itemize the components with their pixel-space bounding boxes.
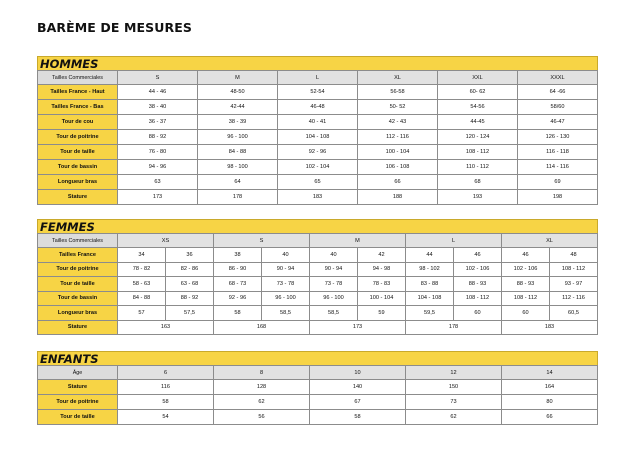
table-cell: 64 -66 xyxy=(518,85,598,100)
hommes-heading: HOMMES xyxy=(37,56,598,70)
table-row xyxy=(38,175,598,190)
table-cell: 104 - 108 xyxy=(406,291,454,306)
table-cell: 78 - 83 xyxy=(358,277,406,292)
table-row xyxy=(38,395,598,410)
table-cell: 65 xyxy=(278,175,358,190)
table-cell: 67 xyxy=(310,395,406,410)
table-row xyxy=(38,380,598,395)
table-cell: 88 - 92 xyxy=(166,291,214,306)
femmes-heading: FEMMES xyxy=(37,219,598,233)
table-row xyxy=(38,320,598,334)
table-cell: 108 - 112 xyxy=(550,262,598,277)
table-cell: 98 - 102 xyxy=(406,262,454,277)
table-cell: 102 - 106 xyxy=(502,262,550,277)
table-cell: 93 - 97 xyxy=(550,277,598,292)
table-cell: 84 - 88 xyxy=(198,145,278,160)
table-cell: 42 xyxy=(358,248,406,263)
table-cell: 88 - 93 xyxy=(454,277,502,292)
table-cell: 88 - 93 xyxy=(502,277,550,292)
table-cell: 76 - 80 xyxy=(118,145,198,160)
table-cell: 54 xyxy=(118,410,214,425)
table-cell: 173 xyxy=(118,190,198,205)
table-cell: 48-50 xyxy=(198,85,278,100)
table-cell: 58 - 63 xyxy=(118,277,166,292)
table-cell: 178 xyxy=(198,190,278,205)
table-cell: 86 - 90 xyxy=(214,262,262,277)
table-cell: 104 - 108 xyxy=(278,130,358,145)
table-cell: 73 xyxy=(406,395,502,410)
table-cell: 198 xyxy=(518,190,598,205)
table-cell: 88 - 92 xyxy=(118,130,198,145)
table-cell: 96 - 100 xyxy=(310,291,358,306)
enfants-section xyxy=(37,351,598,425)
table-cell: 96 - 100 xyxy=(262,291,310,306)
table-cell: 34 xyxy=(118,248,166,263)
header-label: Tailles Commerciales xyxy=(38,71,118,85)
table-cell: 46-48 xyxy=(278,100,358,115)
size-header: XXL xyxy=(438,71,518,85)
table-cell: 66 xyxy=(358,175,438,190)
table-cell: 94 - 96 xyxy=(118,160,198,175)
table-cell: 42-44 xyxy=(198,100,278,115)
table-cell: 62 xyxy=(406,410,502,425)
table-cell: 56-58 xyxy=(358,85,438,100)
table-cell: 116 xyxy=(118,380,214,395)
size-header: S xyxy=(214,234,310,248)
table-cell: 58 xyxy=(310,410,406,425)
table-cell: 50- 52 xyxy=(358,100,438,115)
size-header: 12 xyxy=(406,366,502,380)
table-cell: 68 - 73 xyxy=(214,277,262,292)
table-cell: 59,5 xyxy=(406,306,454,321)
table-cell: 150 xyxy=(406,380,502,395)
table-cell: 58 xyxy=(214,306,262,321)
table-cell: 163 xyxy=(118,320,214,334)
table-cell: 73 - 78 xyxy=(262,277,310,292)
table-cell: 84 - 88 xyxy=(118,291,166,306)
row-label: Tour de taille xyxy=(38,145,118,160)
enfants-table xyxy=(37,365,598,425)
table-cell: 110 - 112 xyxy=(438,160,518,175)
table-cell: 63 - 68 xyxy=(166,277,214,292)
row-label: Stature xyxy=(38,320,118,334)
table-header-row xyxy=(38,366,598,380)
table-row xyxy=(38,410,598,425)
row-label: Tour de poitrine xyxy=(38,262,118,277)
table-cell: 90 - 94 xyxy=(310,262,358,277)
table-cell: 57 xyxy=(118,306,166,321)
table-cell: 100 - 104 xyxy=(358,291,406,306)
table-cell: 126 - 130 xyxy=(518,130,598,145)
table-cell: 68 xyxy=(438,175,518,190)
table-cell: 193 xyxy=(438,190,518,205)
table-cell: 80 xyxy=(502,395,598,410)
table-row xyxy=(38,277,598,292)
table-cell: 44-45 xyxy=(438,115,518,130)
table-cell: 64 xyxy=(198,175,278,190)
size-header: 14 xyxy=(502,366,598,380)
table-cell: 183 xyxy=(502,320,598,334)
size-header: XL xyxy=(502,234,598,248)
table-cell: 36 xyxy=(166,248,214,263)
femmes-section xyxy=(37,219,598,335)
size-header: 10 xyxy=(310,366,406,380)
header-label: Tailles Commerciales xyxy=(38,234,118,248)
table-cell: 168 xyxy=(214,320,310,334)
table-cell: 173 xyxy=(310,320,406,334)
table-row xyxy=(38,145,598,160)
table-cell: 40 xyxy=(262,248,310,263)
table-cell: 62 xyxy=(214,395,310,410)
table-cell: 54-56 xyxy=(438,100,518,115)
table-cell: 73 - 78 xyxy=(310,277,358,292)
table-cell: 98 - 100 xyxy=(198,160,278,175)
row-label: Longueur bras xyxy=(38,306,118,321)
table-cell: 38 - 39 xyxy=(198,115,278,130)
table-cell: 60 xyxy=(502,306,550,321)
table-row xyxy=(38,190,598,205)
table-row xyxy=(38,85,598,100)
table-cell: 58 xyxy=(118,395,214,410)
table-cell: 46 xyxy=(454,248,502,263)
size-header: XL xyxy=(358,71,438,85)
table-row xyxy=(38,262,598,277)
table-cell: 60 xyxy=(454,306,502,321)
table-cell: 114 - 116 xyxy=(518,160,598,175)
table-cell: 120 - 124 xyxy=(438,130,518,145)
table-cell: 128 xyxy=(214,380,310,395)
table-cell: 69 xyxy=(518,175,598,190)
table-cell: 57,5 xyxy=(166,306,214,321)
row-label: Tour de taille xyxy=(38,410,118,425)
row-label: Tour de taille xyxy=(38,277,118,292)
table-cell: 63 xyxy=(118,175,198,190)
table-cell: 164 xyxy=(502,380,598,395)
size-header: M xyxy=(310,234,406,248)
table-cell: 116 - 118 xyxy=(518,145,598,160)
row-label: Stature xyxy=(38,380,118,395)
table-cell: 66 xyxy=(502,410,598,425)
table-cell: 59 xyxy=(358,306,406,321)
table-cell: 60,5 xyxy=(550,306,598,321)
table-cell: 106 - 108 xyxy=(358,160,438,175)
table-cell: 42 - 43 xyxy=(358,115,438,130)
table-cell: 58,5 xyxy=(262,306,310,321)
table-row xyxy=(38,160,598,175)
table-cell: 56 xyxy=(214,410,310,425)
size-header: XXXL xyxy=(518,71,598,85)
table-cell: 44 - 46 xyxy=(118,85,198,100)
size-header: M xyxy=(198,71,278,85)
table-cell: 188 xyxy=(358,190,438,205)
row-label: Longueur bras xyxy=(38,175,118,190)
table-cell: 112 - 116 xyxy=(550,291,598,306)
table-cell: 46-47 xyxy=(518,115,598,130)
hommes-table xyxy=(37,70,598,205)
table-cell: 60- 62 xyxy=(438,85,518,100)
table-cell: 108 - 112 xyxy=(454,291,502,306)
table-cell: 36 - 37 xyxy=(118,115,198,130)
table-cell: 100 - 104 xyxy=(358,145,438,160)
table-cell: 108 - 112 xyxy=(438,145,518,160)
row-label: Tour de bassin xyxy=(38,160,118,175)
table-row xyxy=(38,306,598,321)
table-cell: 58,5 xyxy=(310,306,358,321)
table-cell: 183 xyxy=(278,190,358,205)
table-cell: 48 xyxy=(550,248,598,263)
table-row xyxy=(38,291,598,306)
row-label: Stature xyxy=(38,190,118,205)
table-cell: 44 xyxy=(406,248,454,263)
table-cell: 82 - 86 xyxy=(166,262,214,277)
row-label: Tour de cou xyxy=(38,115,118,130)
table-row xyxy=(38,115,598,130)
table-cell: 78 - 82 xyxy=(118,262,166,277)
table-header-row xyxy=(38,234,598,248)
table-row xyxy=(38,248,598,263)
table-header-row xyxy=(38,71,598,85)
table-cell: 178 xyxy=(406,320,502,334)
table-cell: 92 - 96 xyxy=(278,145,358,160)
enfants-heading: ENFANTS xyxy=(37,351,598,365)
size-header: S xyxy=(118,71,198,85)
table-cell: 46 xyxy=(502,248,550,263)
femmes-table xyxy=(37,233,598,335)
table-cell: 58/60 xyxy=(518,100,598,115)
table-cell: 94 - 98 xyxy=(358,262,406,277)
table-cell: 38 xyxy=(214,248,262,263)
table-cell: 92 - 96 xyxy=(214,291,262,306)
size-header: 8 xyxy=(214,366,310,380)
table-cell: 52-54 xyxy=(278,85,358,100)
table-cell: 102 - 104 xyxy=(278,160,358,175)
row-label: Tour de bassin xyxy=(38,291,118,306)
size-header: 6 xyxy=(118,366,214,380)
row-label: Tailles France - Bas xyxy=(38,100,118,115)
size-header: L xyxy=(406,234,502,248)
header-label: Âge xyxy=(38,366,118,380)
size-header: XS xyxy=(118,234,214,248)
row-label: Tailles France xyxy=(38,248,118,263)
table-cell: 40 - 41 xyxy=(278,115,358,130)
hommes-section xyxy=(37,56,598,205)
page-title: BARÈME DE MESURES xyxy=(37,20,192,35)
table-cell: 112 - 116 xyxy=(358,130,438,145)
table-cell: 102 - 106 xyxy=(454,262,502,277)
table-cell: 108 - 112 xyxy=(502,291,550,306)
table-cell: 40 xyxy=(310,248,358,263)
table-cell: 96 - 100 xyxy=(198,130,278,145)
table-cell: 38 - 40 xyxy=(118,100,198,115)
table-row xyxy=(38,100,598,115)
table-cell: 90 - 94 xyxy=(262,262,310,277)
table-cell: 83 - 88 xyxy=(406,277,454,292)
table-cell: 140 xyxy=(310,380,406,395)
row-label: Tailles France - Haut xyxy=(38,85,118,100)
size-header: L xyxy=(278,71,358,85)
table-row xyxy=(38,130,598,145)
row-label: Tour de poitrine xyxy=(38,130,118,145)
row-label: Tour de poitrine xyxy=(38,395,118,410)
